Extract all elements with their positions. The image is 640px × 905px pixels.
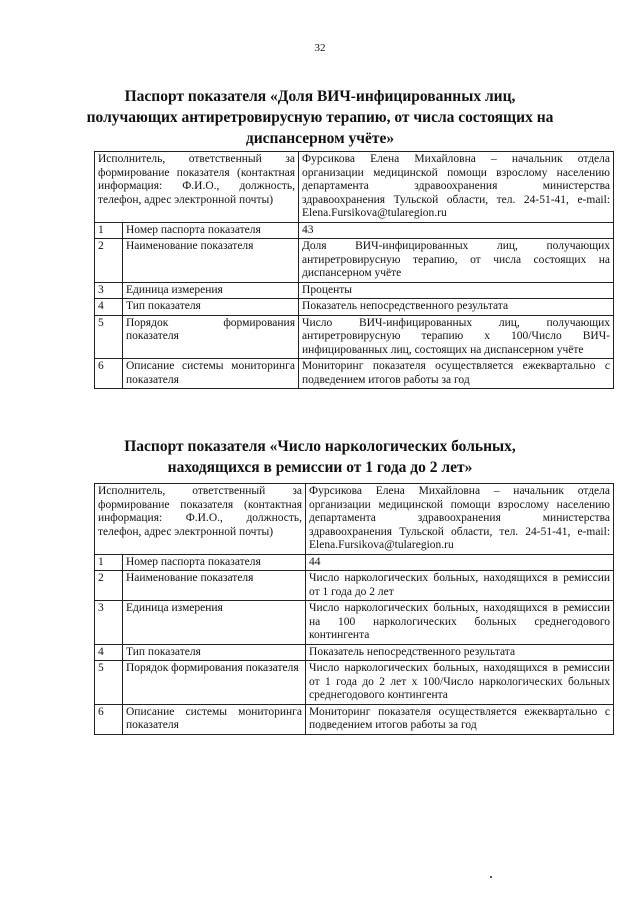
row-value: Доля ВИЧ-инфицированных лиц, получающих антиретровирусную терапию, от числа состоящих на диспансерном учёте: [299, 239, 614, 283]
row-label: Тип показателя: [123, 299, 299, 316]
row-value: Мониторинг показателя осуществляется ежеквартально с подведением итогов работы за год: [299, 359, 614, 389]
row-number: 2: [95, 571, 123, 601]
row-label: Наименование показателя: [123, 239, 299, 283]
row-number: 3: [95, 601, 123, 645]
passport-title-1: Паспорт показателя «Доля ВИЧ-инфицированных лиц, получающих антиретровирусную терапию, от числа состоящих на диспансерном учёте»: [86, 88, 554, 147]
row-number: 3: [95, 282, 123, 299]
row-number: 4: [95, 644, 123, 661]
row-value: Показатель непосредственного результата: [299, 299, 614, 316]
row-number: 1: [95, 222, 123, 239]
row-label: Единица измерения: [123, 601, 306, 645]
row-label: Номер паспорта показателя: [123, 222, 299, 239]
scan-speck: [490, 876, 492, 878]
passport-table-2: [94, 483, 614, 735]
table-row: [95, 239, 614, 283]
table-row: [95, 299, 614, 316]
executor-value: Фурсикова Елена Михайловна – начальник отдела организации медицинской помощи взрослому населению департамента здравоохранения министерства здравоохранения Тульской области, тел. 24-51-41, e-mail: Elena.Fursikova@tularegion.ru: [299, 152, 614, 223]
table-row: [95, 359, 614, 389]
passport-table-1: [94, 151, 614, 389]
row-number: 1: [95, 554, 123, 571]
executor-value: Фурсикова Елена Михайловна – начальник отдела организации медицинской помощи взрослому населению департамента здравоохранения министерства здравоохранения Тульской области, тел. 24-51-41, e-mail: Elena.Fursikova@tularegion.ru: [306, 484, 614, 555]
row-value: Показатель непосредственного результата: [306, 644, 614, 661]
table-row: [95, 554, 614, 571]
row-label: Наименование показателя: [123, 571, 306, 601]
row-label: Тип показателя: [123, 644, 306, 661]
row-number: 6: [95, 704, 123, 734]
row-value: Число наркологических больных, находящихся в ремиссии на 100 наркологических больных среднегодового контингента: [306, 601, 614, 645]
row-value: Число наркологических больных, находящихся в ремиссии от 1 года до 2 лет х 100/Число наркологических больных среднегодового контингента: [306, 661, 614, 705]
passport-title-2: Паспорт показателя «Число наркологических больных, находящихся в ремиссии от 1 года до 2 лет»: [124, 438, 516, 476]
row-value: Мониторинг показателя осуществляется ежеквартально с подведением итогов работы за год: [306, 704, 614, 734]
row-label: Порядок формирования показателя: [123, 315, 299, 359]
row-value: Число наркологических больных, находящихся в ремиссии от 1 года до 2 лет: [306, 571, 614, 601]
row-label: Номер паспорта показателя: [123, 554, 306, 571]
table-row: [95, 704, 614, 734]
row-label: Порядок формирования показателя: [123, 661, 306, 705]
table-row: [95, 152, 614, 223]
row-number: 5: [95, 661, 123, 705]
row-label: Единица измерения: [123, 282, 299, 299]
table-row: [95, 484, 614, 555]
row-value: Проценты: [299, 282, 614, 299]
row-value: 43: [299, 222, 614, 239]
row-number: 4: [95, 299, 123, 316]
executor-label: Исполнитель, ответственный за формирование показателя (контактная информация: Ф.И.О., должность, телефон, адрес электронной почты): [95, 484, 306, 555]
row-number: 2: [95, 239, 123, 283]
table-row: [95, 571, 614, 601]
executor-label: Исполнитель, ответственный за формирование показателя (контактная информация: Ф.И.О., должность, телефон, адрес электронной почты): [95, 152, 299, 223]
row-label: Описание системы мониторинга показателя: [123, 704, 306, 734]
table-row: [95, 644, 614, 661]
table-row: [95, 282, 614, 299]
row-value: 44: [306, 554, 614, 571]
row-number: 5: [95, 315, 123, 359]
table-row: [95, 601, 614, 645]
page-number: 32: [314, 42, 326, 54]
row-number: 6: [95, 359, 123, 389]
table-row: [95, 315, 614, 359]
table-row: [95, 222, 614, 239]
row-value: Число ВИЧ-инфицированных лиц, получающих антиретровирусную терапию х 100/Число ВИЧ-инфицированных лиц, состоящих на диспансерном учёте: [299, 315, 614, 359]
row-label: Описание системы мониторинга показателя: [123, 359, 299, 389]
table-row: [95, 661, 614, 705]
